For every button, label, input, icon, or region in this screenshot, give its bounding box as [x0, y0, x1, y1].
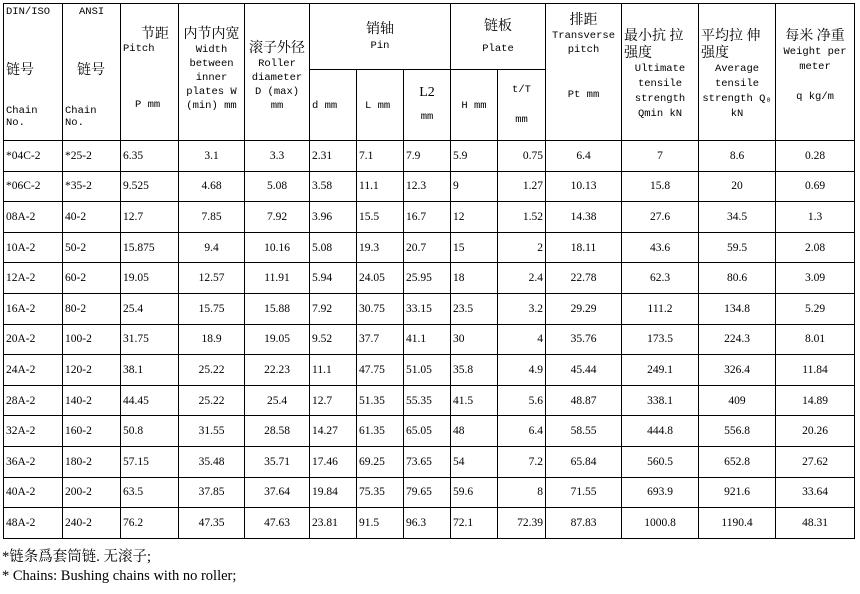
- transverse-pitch-cell: 35.76: [546, 324, 622, 355]
- pin-l-cell: 30.75: [357, 293, 404, 324]
- transverse-en-label: Transverse pitch: [552, 30, 616, 56]
- note-en: * Chains: Bushing chains with no roller;: [2, 568, 237, 584]
- ansi-header: [63, 4, 121, 141]
- ansi-no-cell: 40-2: [63, 202, 121, 233]
- inner-width-cell: 9.4: [179, 232, 245, 263]
- pin-l-cell: 37.7: [357, 324, 404, 355]
- weight-zh-label: 每米 净重: [785, 29, 845, 44]
- average-strength-cell: 921.6: [699, 477, 776, 508]
- roller-diameter-cell: 37.64: [245, 477, 310, 508]
- plate-h-label: H mm: [461, 99, 487, 112]
- pitch-cell: 6.35: [121, 141, 179, 172]
- pin-d-cell: 12.7: [310, 385, 357, 416]
- plate-t-header: [498, 70, 546, 141]
- inner-width-en-label: Width between inner plates W (min) mm: [186, 44, 237, 112]
- ansi-no-cell: 100-2: [63, 324, 121, 355]
- transverse-header: [546, 4, 622, 141]
- ansi-no-cell: 180-2: [63, 446, 121, 477]
- ansi-no-cell: *25-2: [63, 141, 121, 172]
- ansi-no-cell: 140-2: [63, 385, 121, 416]
- ult-header: [622, 4, 699, 141]
- table-row: [4, 202, 855, 233]
- din-label: DIN/ISO: [6, 6, 51, 18]
- transverse-pitch-cell: 71.55: [546, 477, 622, 508]
- pin-l-label: L mm: [365, 99, 391, 112]
- pin-l2-cell: 73.65: [404, 446, 451, 477]
- pitch-cell: 19.05: [121, 263, 179, 294]
- pin-l-cell: 75.35: [357, 477, 404, 508]
- ansi-chain-no: Chain No.: [65, 105, 97, 129]
- pitch-cell: 63.5: [121, 477, 179, 508]
- weight-per-meter-cell: 0.28: [776, 141, 855, 172]
- pin-l2-cell: 16.7: [404, 202, 451, 233]
- inner-width-cell: 37.85: [179, 477, 245, 508]
- ansi-no-cell: 240-2: [63, 508, 121, 539]
- roller-diameter-cell: 35.71: [245, 446, 310, 477]
- weight-unit: q kg/m: [796, 91, 834, 103]
- pitch-cell: 9.525: [121, 171, 179, 202]
- ansi-no-cell: 200-2: [63, 477, 121, 508]
- plate-h-cell: 12: [451, 202, 498, 233]
- din-no-cell: 28A-2: [4, 385, 63, 416]
- pitch-cell: 38.1: [121, 355, 179, 386]
- din-chain-no: Chain No.: [6, 105, 38, 129]
- inner-width-cell: 25.22: [179, 385, 245, 416]
- plate-t-cell: 6.4: [498, 416, 546, 447]
- plate-h-cell: 23.5: [451, 293, 498, 324]
- weight-per-meter-cell: 1.3: [776, 202, 855, 233]
- ult-en-label: Ultimate tensile strength Qmin kN: [634, 63, 686, 120]
- roller-diameter-cell: 28.58: [245, 416, 310, 447]
- plate-h-cell: 9: [451, 171, 498, 202]
- ansi-no-cell: 120-2: [63, 355, 121, 386]
- din-no-cell: 32A-2: [4, 416, 63, 447]
- transverse-pitch-cell: 87.83: [546, 508, 622, 539]
- average-strength-cell: 134.8: [699, 293, 776, 324]
- din-no-cell: 12A-2: [4, 263, 63, 294]
- plate-h-cell: 41.5: [451, 385, 498, 416]
- weight-per-meter-cell: 8.01: [776, 324, 855, 355]
- plate-t-cell: 2: [498, 232, 546, 263]
- transverse-pitch-cell: 48.87: [546, 385, 622, 416]
- roller-diameter-cell: 19.05: [245, 324, 310, 355]
- average-strength-cell: 8.6: [699, 141, 776, 172]
- din-no-cell: 20A-2: [4, 324, 63, 355]
- table-row: [4, 324, 855, 355]
- din-no-cell: 10A-2: [4, 232, 63, 263]
- din-no-cell: 16A-2: [4, 293, 63, 324]
- note-zh: *链条爲套筒链. 无滚子;: [2, 549, 152, 565]
- avg-header: [699, 4, 776, 141]
- plate-h-header: [451, 70, 498, 141]
- pin-l-cell: 47.75: [357, 355, 404, 386]
- transverse-pitch-cell: 6.4: [546, 141, 622, 172]
- ultimate-strength-cell: 338.1: [622, 385, 699, 416]
- pin-zh-label: 销轴: [366, 22, 394, 37]
- pin-d-cell: 9.52: [310, 324, 357, 355]
- pin-d-cell: 3.58: [310, 171, 357, 202]
- roller-diameter-cell: 10.16: [245, 232, 310, 263]
- pin-l-cell: 19.3: [357, 232, 404, 263]
- pin-header: [310, 4, 451, 70]
- inner-width-cell: 15.75: [179, 293, 245, 324]
- table-row: [4, 416, 855, 447]
- inner-width-cell: 7.85: [179, 202, 245, 233]
- average-strength-cell: 224.3: [699, 324, 776, 355]
- din-zh-label: 链号: [6, 63, 34, 78]
- roller-diameter-cell: 47.63: [245, 508, 310, 539]
- ansi-no-cell: 60-2: [63, 263, 121, 294]
- pin-l2-cell: 96.3: [404, 508, 451, 539]
- ultimate-strength-cell: 249.1: [622, 355, 699, 386]
- plate-h-cell: 35.8: [451, 355, 498, 386]
- table-row: [4, 477, 855, 508]
- pin-d-cell: 5.94: [310, 263, 357, 294]
- table-row: [4, 171, 855, 202]
- plate-t-cell: 7.2: [498, 446, 546, 477]
- pin-d-cell: 23.81: [310, 508, 357, 539]
- inner-width-cell: 12.57: [179, 263, 245, 294]
- plate-t-cell: 8: [498, 477, 546, 508]
- ansi-no-cell: 80-2: [63, 293, 121, 324]
- pin-l-cell: 61.35: [357, 416, 404, 447]
- inner-width-cell: 31.55: [179, 416, 245, 447]
- pin-l-cell: 91.5: [357, 508, 404, 539]
- pin-l2-cell: 51.05: [404, 355, 451, 386]
- roller-diameter-cell: 25.4: [245, 385, 310, 416]
- din-no-cell: *04C-2: [4, 141, 63, 172]
- table-row: [4, 385, 855, 416]
- average-strength-cell: 556.8: [699, 416, 776, 447]
- pin-d-header: [310, 70, 357, 141]
- roller-diameter-cell: 15.88: [245, 293, 310, 324]
- plate-zh-label: 链板: [484, 19, 512, 34]
- pin-l-cell: 15.5: [357, 202, 404, 233]
- average-strength-cell: 34.5: [699, 202, 776, 233]
- transverse-unit: Pt mm: [567, 89, 600, 101]
- ultimate-strength-cell: 1000.8: [622, 508, 699, 539]
- weight-per-meter-cell: 0.69: [776, 171, 855, 202]
- average-strength-cell: 409: [699, 385, 776, 416]
- pin-d-cell: 3.96: [310, 202, 357, 233]
- pin-l2-unit: mm: [420, 111, 434, 123]
- plate-header: [451, 4, 546, 70]
- weight-per-meter-cell: 33.64: [776, 477, 855, 508]
- transverse-pitch-cell: 14.38: [546, 202, 622, 233]
- roller-zh-label: 滚子外径: [249, 41, 305, 56]
- inner-width-cell: 47.35: [179, 508, 245, 539]
- ultimate-strength-cell: 444.8: [622, 416, 699, 447]
- pin-l2-cell: 65.05: [404, 416, 451, 447]
- inner-width-cell: 35.48: [179, 446, 245, 477]
- ultimate-strength-cell: 693.9: [622, 477, 699, 508]
- plate-h-cell: 72.1: [451, 508, 498, 539]
- ult-zh-label: 最小抗 拉强度: [624, 29, 684, 61]
- din-no-cell: 48A-2: [4, 508, 63, 539]
- weight-per-meter-cell: 14.89: [776, 385, 855, 416]
- weight-en-label: Weight per meter: [783, 46, 847, 73]
- ansi-label: ANSI: [79, 6, 105, 18]
- plate-h-cell: 5.9: [451, 141, 498, 172]
- ultimate-strength-cell: 560.5: [622, 446, 699, 477]
- average-strength-cell: 1190.4: [699, 508, 776, 539]
- transverse-pitch-cell: 58.55: [546, 416, 622, 447]
- plate-h-cell: 18: [451, 263, 498, 294]
- ultimate-strength-cell: 15.8: [622, 171, 699, 202]
- weight-per-meter-cell: 3.09: [776, 263, 855, 294]
- weight-per-meter-cell: 48.31: [776, 508, 855, 539]
- pitch-cell: 15.875: [121, 232, 179, 263]
- weight-per-meter-cell: 2.08: [776, 232, 855, 263]
- pin-d-label: d mm: [312, 99, 338, 112]
- roller-header: [245, 4, 310, 141]
- din-no-cell: 24A-2: [4, 355, 63, 386]
- ansi-zh-label: 链号: [77, 63, 105, 78]
- table-row: [4, 263, 855, 294]
- plate-h-cell: 15: [451, 232, 498, 263]
- plate-t-cell: 4: [498, 324, 546, 355]
- plate-t-cell: 5.6: [498, 385, 546, 416]
- transverse-pitch-cell: 18.11: [546, 232, 622, 263]
- pitch-zh-label: 节距: [141, 27, 169, 42]
- pitch-cell: 12.7: [121, 202, 179, 233]
- plate-h-cell: 54: [451, 446, 498, 477]
- plate-h-cell: 30: [451, 324, 498, 355]
- table-body: [4, 141, 855, 539]
- pin-d-cell: 7.92: [310, 293, 357, 324]
- pin-l-header: [357, 70, 404, 141]
- transverse-pitch-cell: 45.44: [546, 355, 622, 386]
- pin-en-label: Pin: [370, 40, 390, 52]
- ansi-no-cell: *35-2: [63, 171, 121, 202]
- plate-t-cell: 2.4: [498, 263, 546, 294]
- pitch-cell: 25.4: [121, 293, 179, 324]
- din-no-cell: 36A-2: [4, 446, 63, 477]
- inner-width-cell: 4.68: [179, 171, 245, 202]
- pin-d-cell: 5.08: [310, 232, 357, 263]
- din-header: [4, 4, 63, 141]
- notes: [2, 548, 236, 586]
- table-row: [4, 355, 855, 386]
- pitch-cell: 50.8: [121, 416, 179, 447]
- plate-h-cell: 48: [451, 416, 498, 447]
- plate-t-cell: 72.39: [498, 508, 546, 539]
- plate-en-label: Plate: [482, 43, 514, 55]
- pitch-cell: 31.75: [121, 324, 179, 355]
- inner-width-cell: 25.22: [179, 355, 245, 386]
- chain-spec-table: [3, 3, 855, 539]
- plate-t-unit: mm: [515, 114, 528, 126]
- ansi-no-cell: 160-2: [63, 416, 121, 447]
- roller-diameter-cell: 3.3: [245, 141, 310, 172]
- plate-t-label: t/T: [512, 84, 531, 96]
- pin-l2-cell: 41.1: [404, 324, 451, 355]
- roller-diameter-cell: 11.91: [245, 263, 310, 294]
- pitch-header: [121, 4, 179, 141]
- pin-l2-cell: 7.9: [404, 141, 451, 172]
- pin-l2-cell: 20.7: [404, 232, 451, 263]
- average-strength-cell: 59.5: [699, 232, 776, 263]
- din-no-cell: 08A-2: [4, 202, 63, 233]
- transverse-pitch-cell: 22.78: [546, 263, 622, 294]
- average-strength-cell: 326.4: [699, 355, 776, 386]
- pin-d-cell: 11.1: [310, 355, 357, 386]
- transverse-pitch-cell: 65.84: [546, 446, 622, 477]
- ultimate-strength-cell: 62.3: [622, 263, 699, 294]
- pitch-en-label: Pitch: [123, 43, 155, 55]
- pin-l2-cell: 25.95: [404, 263, 451, 294]
- pitch-cell: 44.45: [121, 385, 179, 416]
- avg-en-label: Average tensile strength Q₀ kN: [702, 63, 772, 120]
- weight-per-meter-cell: 20.26: [776, 416, 855, 447]
- transverse-pitch-cell: 10.13: [546, 171, 622, 202]
- pitch-cell: 57.15: [121, 446, 179, 477]
- pin-d-cell: 14.27: [310, 416, 357, 447]
- weight-header: [776, 4, 855, 141]
- table-row: [4, 232, 855, 263]
- average-strength-cell: 80.6: [699, 263, 776, 294]
- inner-width-zh-label: 内节内宽: [183, 27, 240, 42]
- average-strength-cell: 20: [699, 171, 776, 202]
- average-strength-cell: 652.8: [699, 446, 776, 477]
- ansi-no-cell: 50-2: [63, 232, 121, 263]
- ultimate-strength-cell: 7: [622, 141, 699, 172]
- plate-t-cell: 0.75: [498, 141, 546, 172]
- pin-l-cell: 24.05: [357, 263, 404, 294]
- plate-t-cell: 4.9: [498, 355, 546, 386]
- weight-per-meter-cell: 5.29: [776, 293, 855, 324]
- plate-h-cell: 59.6: [451, 477, 498, 508]
- roller-diameter-cell: 5.08: [245, 171, 310, 202]
- pin-d-cell: 17.46: [310, 446, 357, 477]
- plate-t-cell: 3.2: [498, 293, 546, 324]
- pin-l-cell: 69.25: [357, 446, 404, 477]
- roller-diameter-cell: 7.92: [245, 202, 310, 233]
- pin-l-cell: 11.1: [357, 171, 404, 202]
- pitch-unit: P mm: [135, 99, 161, 111]
- table-row: [4, 446, 855, 477]
- din-no-cell: 40A-2: [4, 477, 63, 508]
- transverse-zh-label: 排距: [569, 13, 598, 28]
- pin-l2-label: L2: [419, 85, 435, 100]
- ultimate-strength-cell: 173.5: [622, 324, 699, 355]
- pin-l2-cell: 12.3: [404, 171, 451, 202]
- ultimate-strength-cell: 27.6: [622, 202, 699, 233]
- roller-en-label: Roller diameter D (max) mm: [251, 58, 303, 112]
- table-row: [4, 141, 855, 172]
- plate-t-cell: 1.27: [498, 171, 546, 202]
- pin-d-cell: 19.84: [310, 477, 357, 508]
- pin-l2-cell: 79.65: [404, 477, 451, 508]
- pin-d-cell: 2.31: [310, 141, 357, 172]
- pitch-cell: 76.2: [121, 508, 179, 539]
- weight-per-meter-cell: 11.84: [776, 355, 855, 386]
- weight-per-meter-cell: 27.62: [776, 446, 855, 477]
- pin-l2-header: [404, 70, 451, 141]
- pin-l2-cell: 33.15: [404, 293, 451, 324]
- table-row: [4, 293, 855, 324]
- avg-zh-label: 平均拉 伸强度: [701, 29, 761, 61]
- plate-t-cell: 1.52: [498, 202, 546, 233]
- inner-width-cell: 3.1: [179, 141, 245, 172]
- ultimate-strength-cell: 43.6: [622, 232, 699, 263]
- pin-l-cell: 51.35: [357, 385, 404, 416]
- transverse-pitch-cell: 29.29: [546, 293, 622, 324]
- din-no-cell: *06C-2: [4, 171, 63, 202]
- pin-l2-cell: 55.35: [404, 385, 451, 416]
- roller-diameter-cell: 22.23: [245, 355, 310, 386]
- pin-l-cell: 7.1: [357, 141, 404, 172]
- ultimate-strength-cell: 111.2: [622, 293, 699, 324]
- table-row: [4, 508, 855, 539]
- inner-width-header: [179, 4, 245, 141]
- inner-width-cell: 18.9: [179, 324, 245, 355]
